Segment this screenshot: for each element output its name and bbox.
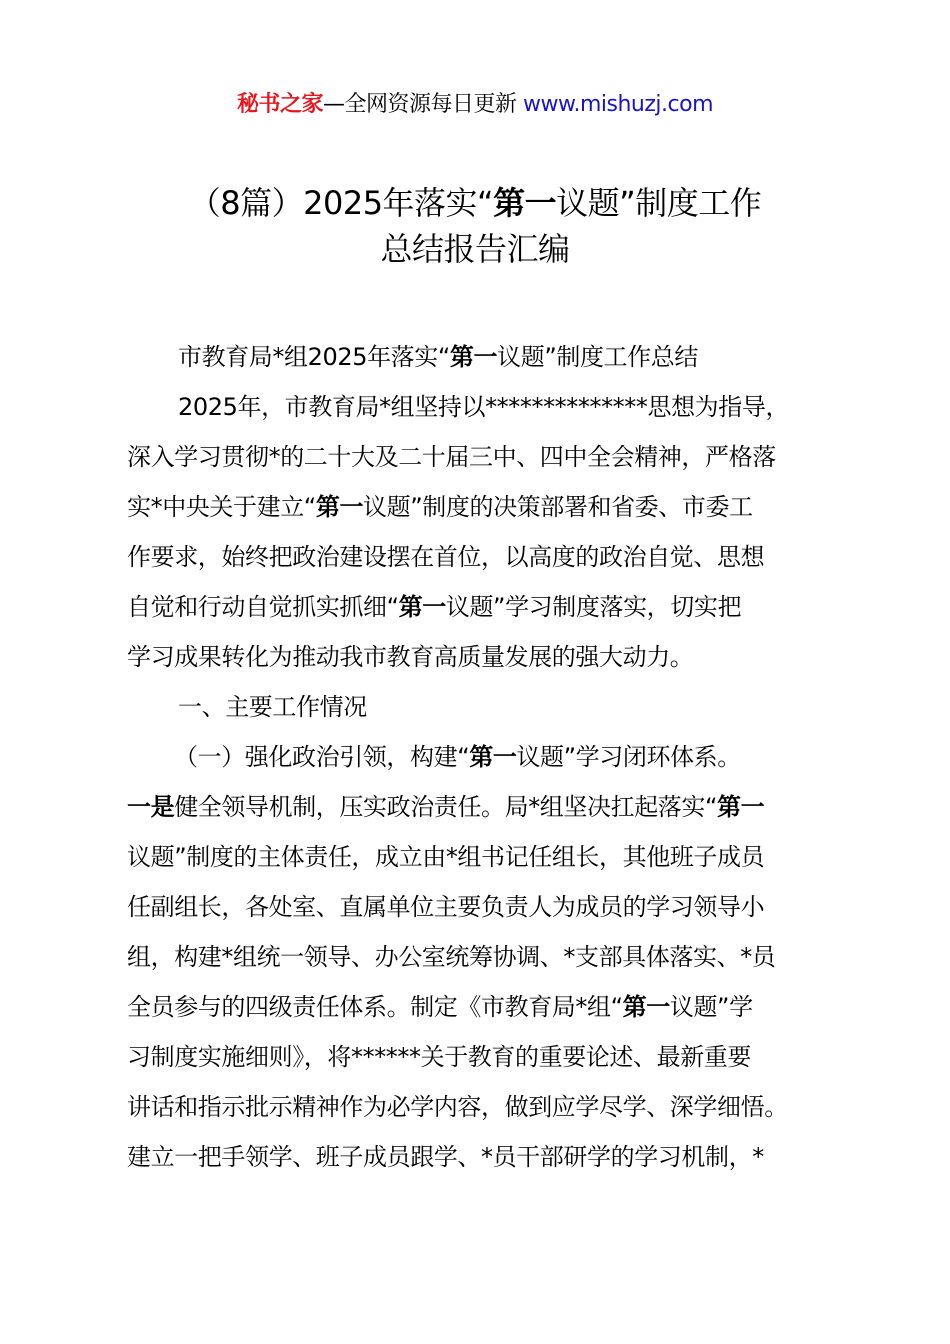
text-run: 议题”制度工作总结 xyxy=(497,343,698,371)
title-text: 议题”制度工作 xyxy=(556,184,762,222)
bold-run: 第一 xyxy=(449,343,498,371)
site-header xyxy=(0,88,950,122)
document-title xyxy=(80,180,870,272)
text-run: 市教育局*组2025年落实“ xyxy=(178,343,450,371)
paragraph-line: 习制度实施细则》，将******关于教育的重要论述、最新重要 xyxy=(127,1043,751,1071)
title-line-1 xyxy=(80,180,870,226)
text-run: 议题”制度的决策部署和省委、市委工 xyxy=(363,493,753,521)
text-run: 全员参与的四级责任体系。制定《市教育局*组“ xyxy=(127,993,623,1021)
subsection-heading xyxy=(127,732,847,782)
paragraph-line: 2025年，市教育局*组坚持以**************思想为指导， xyxy=(178,393,790,421)
paragraph-line: 学习成果转化为推动我市教育高质量发展的强大动力。 xyxy=(127,643,694,671)
paragraph-line xyxy=(127,582,847,632)
paragraph-line xyxy=(127,782,847,832)
paragraph-line xyxy=(127,482,847,532)
text-run: 健全领导机制，压实政治责任。局*组坚决扛起落实“ xyxy=(174,793,718,821)
text-run: 议题”学 xyxy=(669,993,753,1021)
title-line-2: 总结报告汇编 xyxy=(380,230,570,268)
bold-run: 第一 xyxy=(469,743,517,771)
text-run: 议题”学习闭环体系。 xyxy=(516,743,741,771)
header-slogan: —全网资源每日更新 xyxy=(323,92,517,117)
paragraph-line xyxy=(127,982,847,1032)
title-bold-text: 第一 xyxy=(493,184,557,222)
document-body xyxy=(127,332,847,1182)
section-subtitle xyxy=(127,332,847,382)
bold-run: 第一 xyxy=(398,593,446,621)
bold-run: 第一 xyxy=(622,993,670,1021)
paragraph-line: 议题”制度的主体责任，成立由*组书记任组长，其他班子成员 xyxy=(127,843,765,871)
title-text: （8篇）2025年落实“ xyxy=(188,184,494,222)
text-run: （一）强化政治引领，构建“ xyxy=(174,743,470,771)
paragraph-line: 作要求，始终把政治建设摆在首位，以高度的政治自觉、思想 xyxy=(127,543,765,571)
text-run: 议题”学习制度落实，切实把 xyxy=(445,593,742,621)
paragraph-line: 组，构建*组统一领导、办公室统筹协调、*支部具体落实、*员 xyxy=(127,943,776,971)
paragraph-line: 建立一把手领学、班子成员跟学、*员干部研学的学习机制，* xyxy=(127,1143,764,1171)
paragraph-line: 任副组长，各处室、直属单位主要负责人为成员的学习领导小 xyxy=(127,893,765,921)
text-run: 实*中央关于建立“ xyxy=(127,493,316,521)
brand-name: 秘书之家 xyxy=(236,92,323,117)
text-run: 自觉和行动自觉抓实抓细“ xyxy=(127,593,399,621)
bold-run: 第一 xyxy=(717,793,765,821)
site-url-link[interactable]: www.mishuzj.com xyxy=(523,92,713,117)
bold-run: 一是 xyxy=(127,793,175,821)
section-heading: 一、主要工作情况 xyxy=(178,693,367,721)
bold-run: 第一 xyxy=(315,493,364,521)
paragraph-line: 讲话和指示批示精神作为必学内容，做到应学尽学、深学细悟。 xyxy=(127,1093,788,1121)
paragraph-line: 深入学习贯彻*的二十大及二十届三中、四中全会精神，严格落 xyxy=(127,443,776,471)
